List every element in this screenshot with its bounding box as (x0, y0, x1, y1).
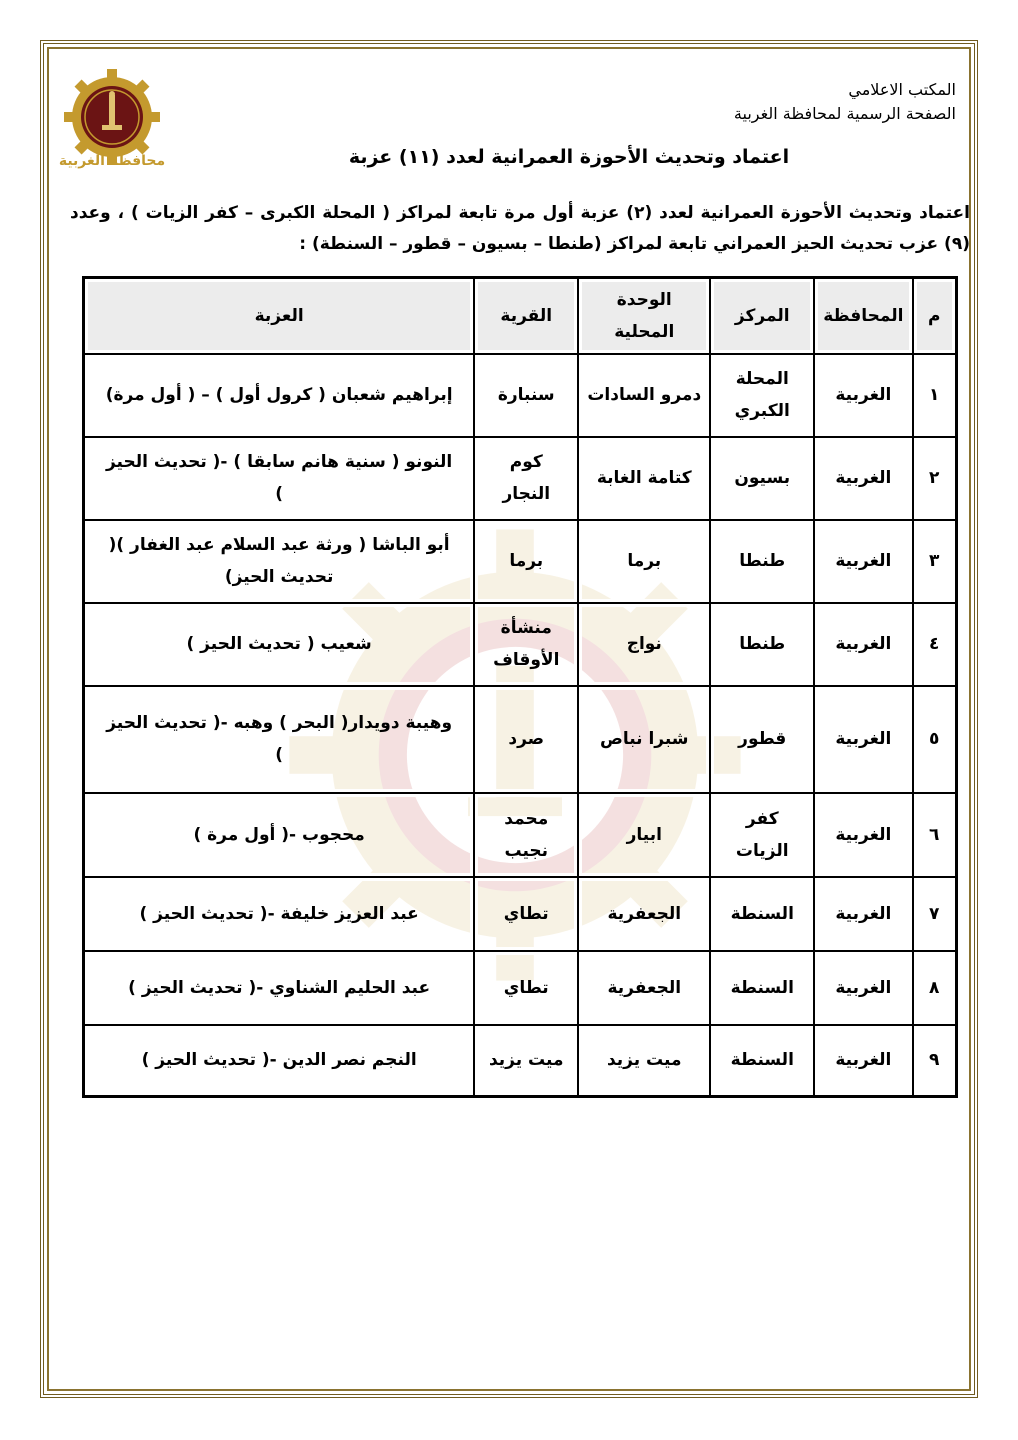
table-row (84, 603, 957, 686)
cell-m: ٣ (913, 520, 957, 603)
cell-markaz: قطور (710, 686, 814, 793)
cell-governorate: الغربية (814, 877, 912, 951)
cell-village: صرد (474, 686, 578, 793)
cell-markaz: المحلة الكبري (710, 354, 814, 437)
cell-village: سنبارة (474, 354, 578, 437)
header-izba: العزبة (84, 278, 475, 354)
table-row (84, 437, 957, 520)
table-row (84, 877, 957, 951)
cell-governorate: الغربية (814, 437, 912, 520)
cell-markaz: السنطة (710, 877, 814, 951)
izba-table (82, 276, 958, 1098)
cell-m: ٧ (913, 877, 957, 951)
cell-governorate: الغربية (814, 951, 912, 1025)
header-village: القرية (474, 278, 578, 354)
cell-local-unit: الجعفرية (578, 877, 710, 951)
cell-m: ٩ (913, 1025, 957, 1097)
cell-m: ٨ (913, 951, 957, 1025)
logo-caption: محافظة الغربية (58, 153, 166, 169)
cell-markaz: بسيون (710, 437, 814, 520)
cell-local-unit: ابيار (578, 793, 710, 877)
cell-local-unit: برما (578, 520, 710, 603)
table-row (84, 1025, 957, 1097)
cell-m: ٦ (913, 793, 957, 877)
header-governorate: المحافظة (814, 278, 912, 354)
cell-governorate: الغربية (814, 686, 912, 793)
cell-markaz: كفر الزيات (710, 793, 814, 877)
cell-village: برما (474, 520, 578, 603)
cell-local-unit: ميت يزيد (578, 1025, 710, 1097)
cell-local-unit: شبرا نباص (578, 686, 710, 793)
cell-izba: النجم نصر الدين -( تحديث الحيز ) (84, 1025, 475, 1097)
cell-governorate: الغربية (814, 354, 912, 437)
table-row (84, 520, 957, 603)
cell-local-unit: دمرو السادات (578, 354, 710, 437)
cell-village: منشأة الأوقاف (474, 603, 578, 686)
cell-izba: وهيبة دويدار( البحر ) وهبه -( تحديث الحيز ) (84, 686, 475, 793)
cell-village: تطاي (474, 877, 578, 951)
cell-village: محمد نجيب (474, 793, 578, 877)
cell-izba: محجوب -( أول مرة ) (84, 793, 475, 877)
office-line-2: الصفحة الرسمية لمحافظة الغربية (733, 104, 956, 123)
cell-village: كوم النجار (474, 437, 578, 520)
cell-m: ١ (913, 354, 957, 437)
cell-markaz: السنطة (710, 951, 814, 1025)
cell-markaz: طنطا (710, 520, 814, 603)
cell-local-unit: نواج (578, 603, 710, 686)
cell-village: ميت يزيد (474, 1025, 578, 1097)
intro-paragraph: اعتماد وتحديث الأحوزة العمرانية لعدد (٢) عزبة أول مرة تابعة لمراكز ( المحلة الكبرى – كفر الزيات ) ، وعدد (٩) عزب تحديث الحيز العمراني تابعة لمراكز (طنطا – بسيون – قطور – السنطة) : (70, 203, 970, 254)
cell-izba: أبو الباشا ( ورثة عبد السلام عبد الغفار )( تحديث الحيز) (84, 520, 475, 603)
table-row (84, 951, 957, 1025)
cell-governorate: الغربية (814, 520, 912, 603)
cell-local-unit: كتامة الغابة (578, 437, 710, 520)
cell-izba: شعيب ( تحديث الحيز ) (84, 603, 475, 686)
office-header (734, 78, 956, 126)
document-title: اعتماد وتحديث الأحوزة العمرانية لعدد (١١) عزبة (348, 146, 790, 168)
cell-village: تطاي (474, 951, 578, 1025)
cell-izba: عبد العزيز خليفة -( تحديث الحيز ) (84, 877, 475, 951)
cell-izba: النونو ( سنية هانم سابقا ) -( تحديث الحيز ) (84, 437, 475, 520)
table-row (84, 686, 957, 793)
header-local-unit: الوحدة المحلية (578, 278, 710, 354)
table-row (84, 354, 957, 437)
cell-governorate: الغربية (814, 793, 912, 877)
cell-m: ٥ (913, 686, 957, 793)
table-row (84, 793, 957, 877)
header-markaz: المركز (710, 278, 814, 354)
header-m: م (913, 278, 957, 354)
cell-izba: عبد الحليم الشناوي -( تحديث الحيز ) (84, 951, 475, 1025)
cell-markaz: طنطا (710, 603, 814, 686)
cell-local-unit: الجعفرية (578, 951, 710, 1025)
cell-izba: إبراهيم شعبان ( كرول أول ) – ( أول مرة) (84, 354, 475, 437)
table-header-row (84, 278, 957, 354)
cell-governorate: الغربية (814, 1025, 912, 1097)
office-line-1: المكتب الاعلامي (848, 80, 956, 99)
cell-governorate: الغربية (814, 603, 912, 686)
cell-m: ٢ (913, 437, 957, 520)
cell-markaz: السنطة (710, 1025, 814, 1097)
cell-m: ٤ (913, 603, 957, 686)
